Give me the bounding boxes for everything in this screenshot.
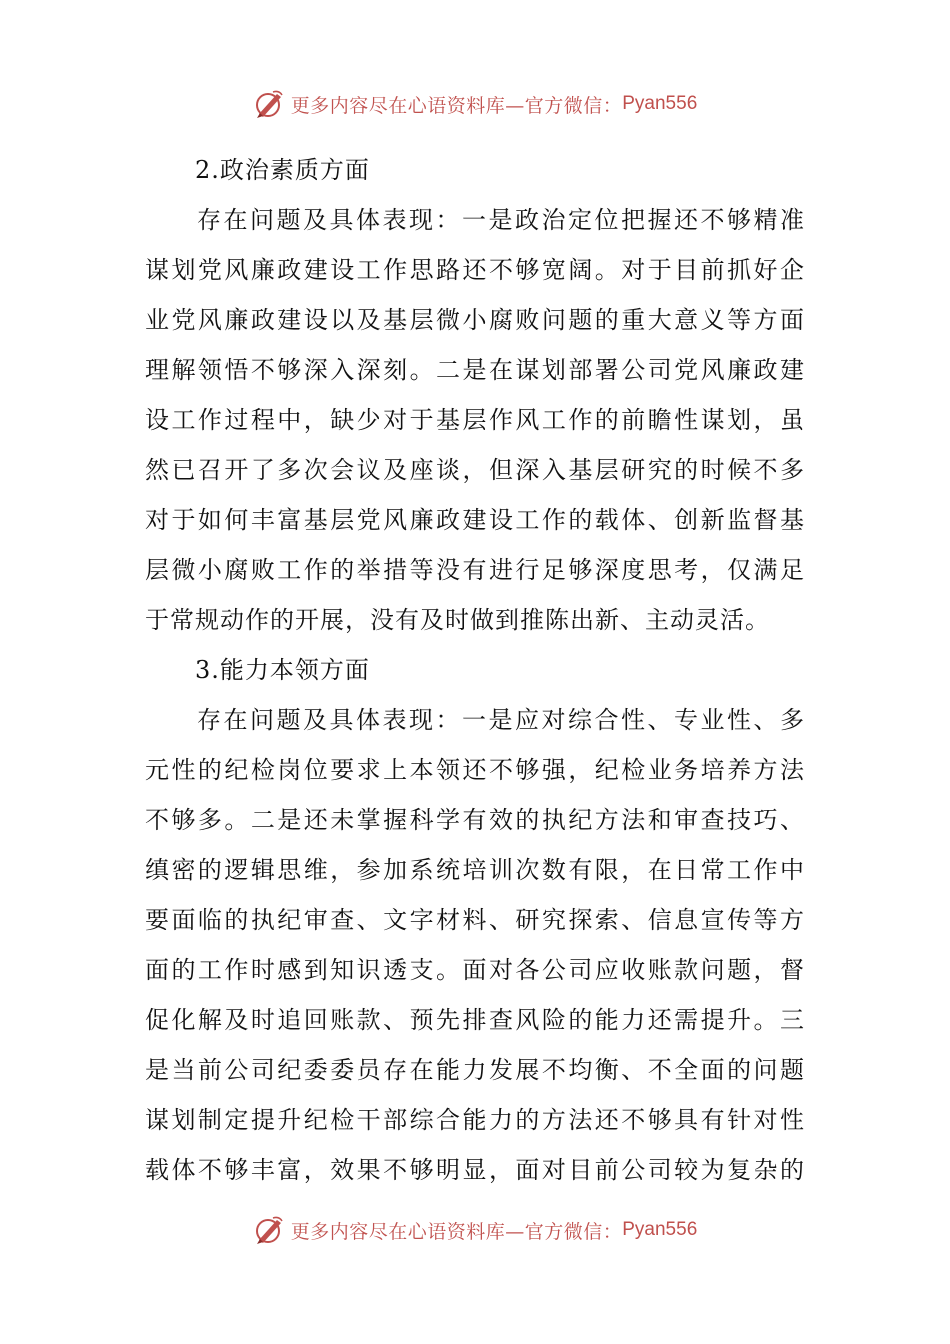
header-banner-text: 更多内容尽在心语资料库—官方微信： <box>290 94 623 117</box>
document-body <box>145 145 805 1195</box>
footer-watermark-banner <box>0 1210 950 1250</box>
paragraph-line: 面的工作时感到知识透支。面对各公司应收账款问题，督 <box>145 956 805 984</box>
paragraph-line: 对于如何丰富基层党风廉政建设工作的载体、创新监督基 <box>145 506 805 534</box>
paragraph-line: 要面临的执纪审查、文字材料、研究探索、信息宣传等方 <box>145 906 805 934</box>
pen-logo-icon <box>253 88 285 120</box>
footer-banner-text: 更多内容尽在心语资料库—官方微信： <box>290 1220 623 1243</box>
paragraph-line: 谋划制定提升纪检干部综合能力的方法还不够具有针对性 <box>145 1106 805 1134</box>
section-heading-ability: 3.能力本领方面 <box>195 656 370 684</box>
footer-banner-id: Pyan556 <box>622 1219 698 1240</box>
paragraph-line: 层微小腐败工作的举措等没有进行足够深度思考，仅满足 <box>145 556 805 584</box>
paragraph-line: 设工作过程中，缺少对于基层作风工作的前瞻性谋划，虽 <box>145 406 805 434</box>
paragraph-line: 元性的纪检岗位要求上本领还不够强，纪检业务培养方法 <box>145 756 805 784</box>
paragraph-line: 是当前公司纪委委员存在能力发展不均衡、不全面的问题 <box>145 1056 805 1084</box>
pen-logo-icon <box>253 1214 285 1246</box>
section-heading-political: 2.政治素质方面 <box>195 156 370 184</box>
header-watermark-banner <box>0 84 950 124</box>
paragraph-line: 理解领悟不够深入深刻。二是在谋划部署公司党风廉政建 <box>145 356 805 384</box>
paragraph-line: 促化解及时追回账款、预先排查风险的能力还需提升。三 <box>145 1006 805 1034</box>
paragraph-line: 载体不够丰富，效果不够明显，面对目前公司较为复杂的 <box>145 1156 805 1184</box>
paragraph-line: 然已召开了多次会议及座谈，但深入基层研究的时候不多 <box>145 456 805 484</box>
paragraph-line: 缜密的逻辑思维，参加系统培训次数有限，在日常工作中 <box>145 856 805 884</box>
paragraph-line: 业党风廉政建设以及基层微小腐败问题的重大意义等方面 <box>145 306 805 334</box>
paragraph-line: 存在问题及具体表现：一是政治定位把握还不够精准 <box>197 206 805 234</box>
header-banner-id: Pyan556 <box>622 93 698 114</box>
paragraph-line: 存在问题及具体表现：一是应对综合性、专业性、多 <box>197 706 805 734</box>
paragraph-line: 于常规动作的开展，没有及时做到推陈出新、主动灵活。 <box>145 606 770 634</box>
paragraph-line: 不够多。二是还未掌握科学有效的执纪方法和审查技巧、 <box>145 806 805 834</box>
paragraph-line: 谋划党风廉政建设工作思路还不够宽阔。对于目前抓好企 <box>145 256 805 284</box>
